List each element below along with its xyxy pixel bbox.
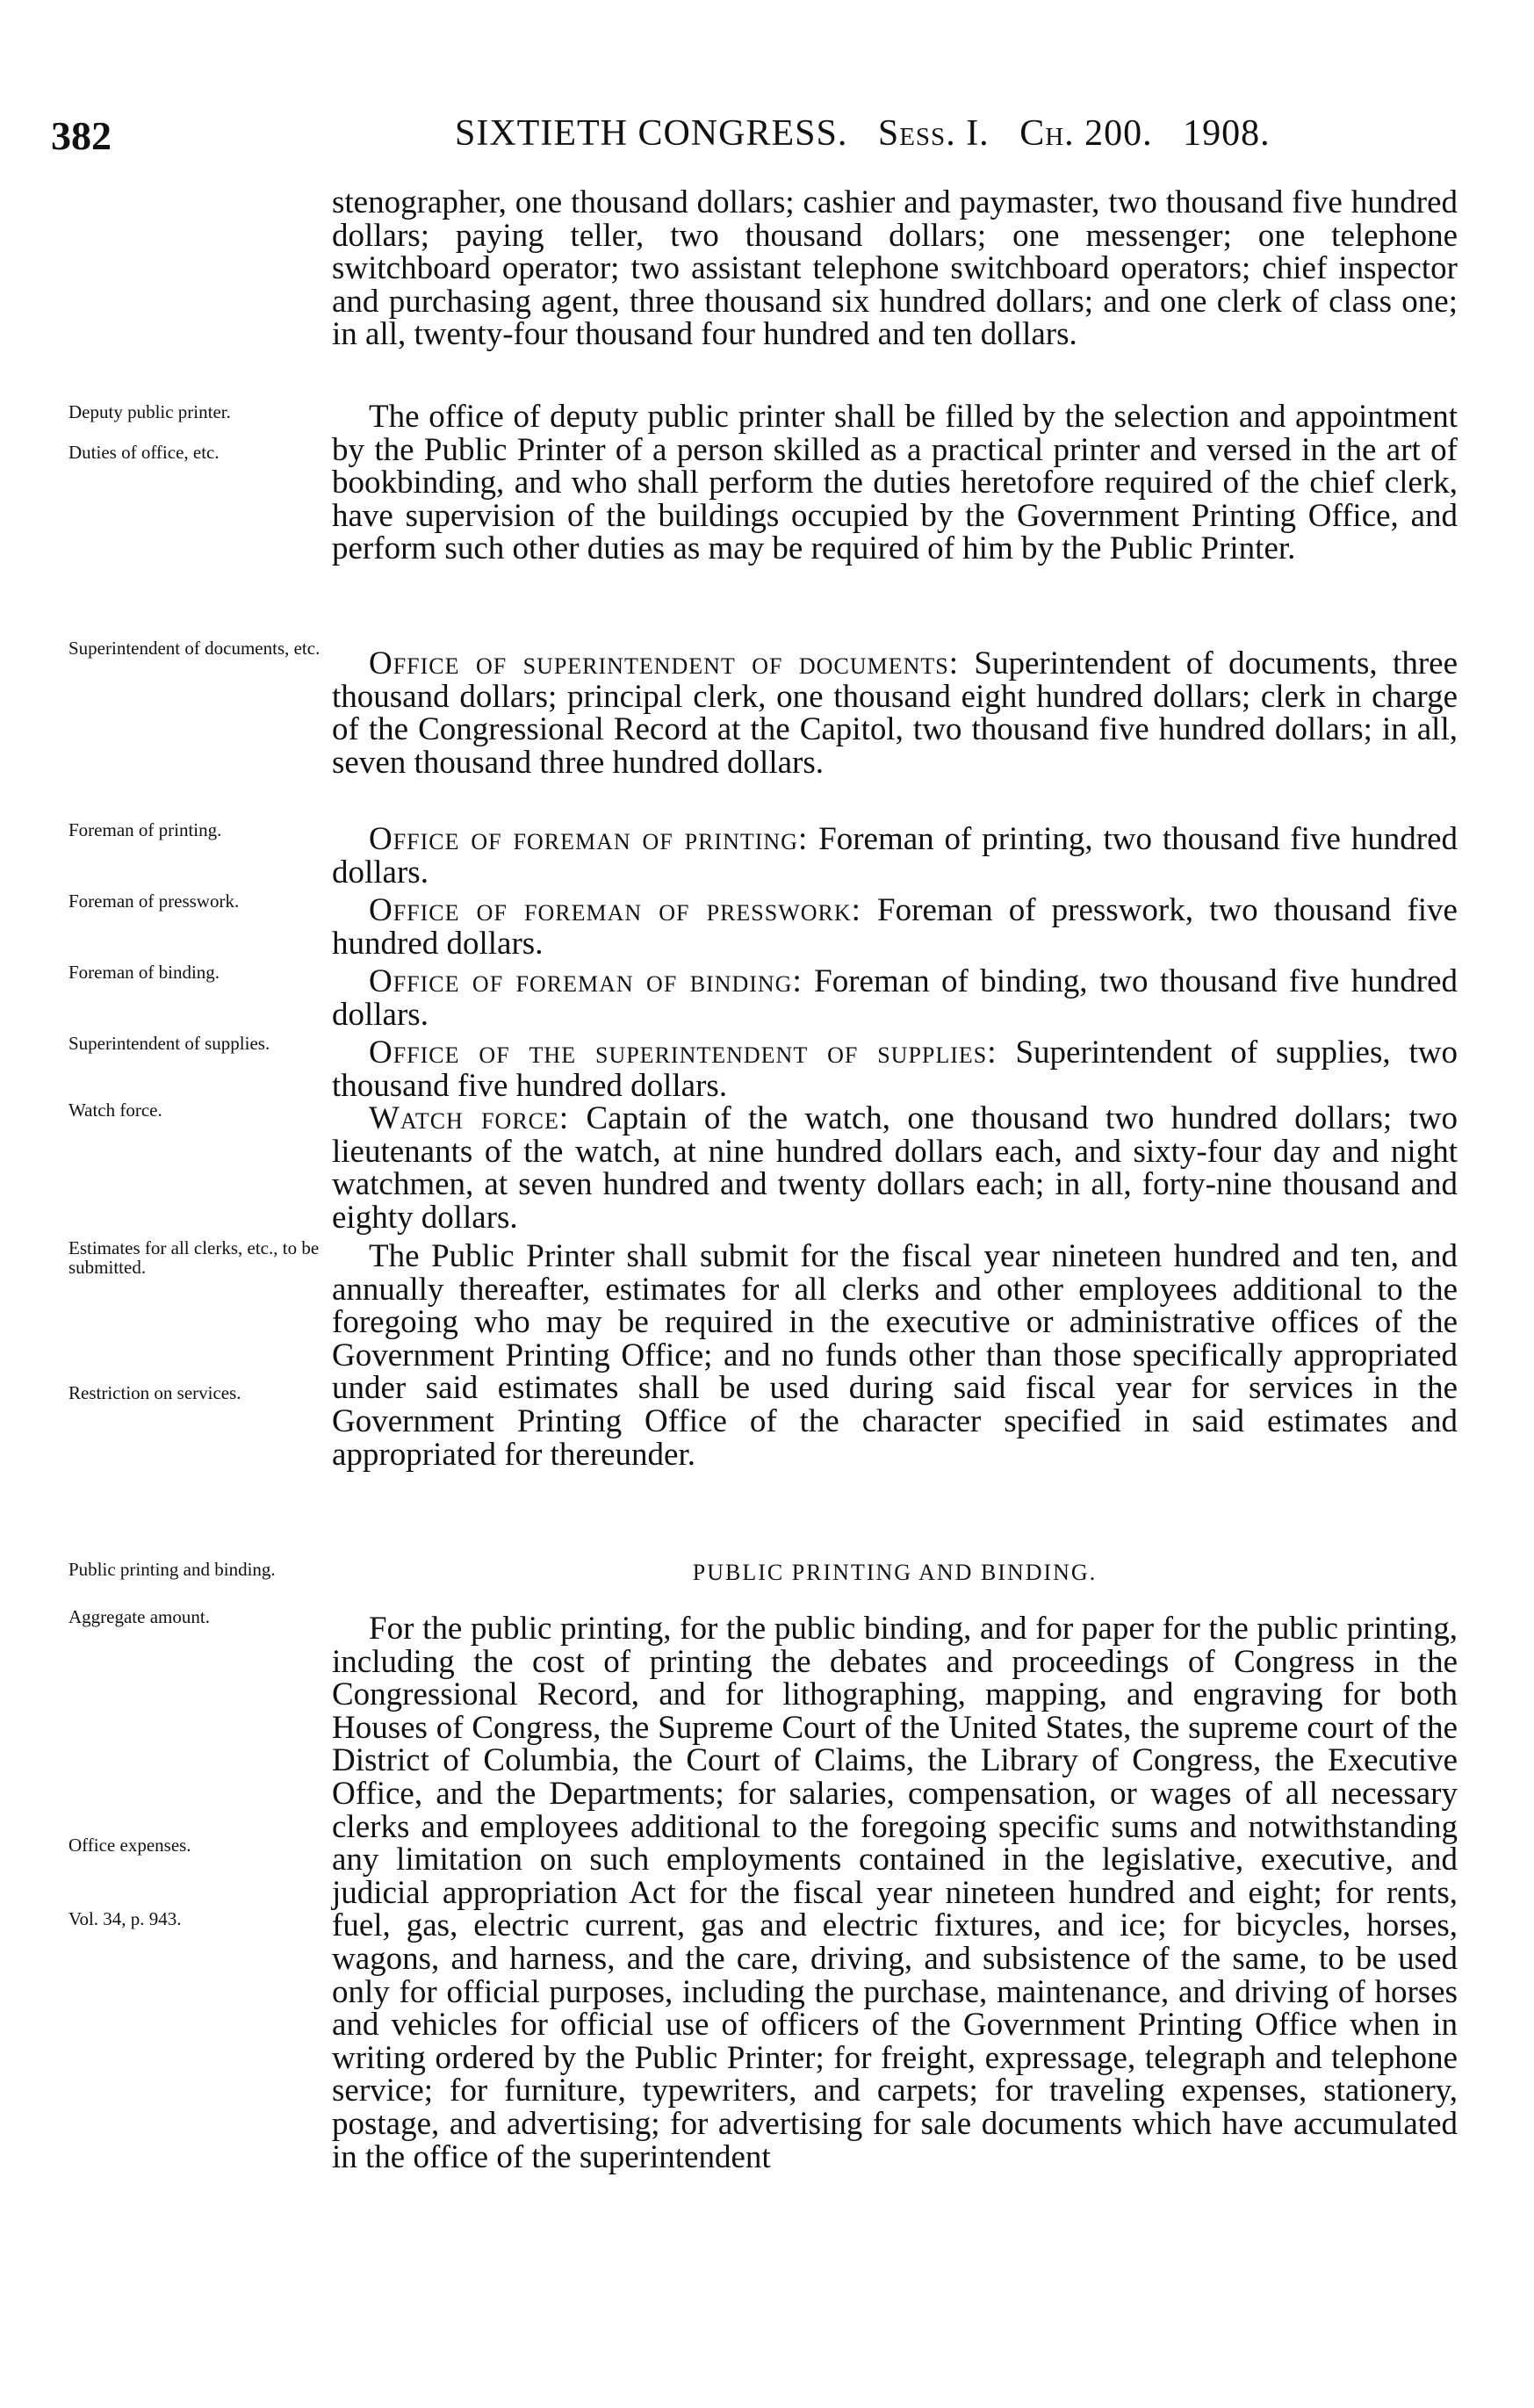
margin-note: Vol. 34, p. 943. bbox=[68, 1908, 182, 1929]
office-heading: Office of foreman of printing: bbox=[369, 821, 809, 857]
paragraph-text: Foreman of binding, two thousand five hundred dollars. bbox=[332, 963, 1458, 1033]
office-heading: Office of superintendent of documents: bbox=[369, 645, 959, 681]
paragraph-text: The Public Printer shall submit for the fiscal year nineteen hundred and ten, and annually thereafter, estimates for all clerks and other employees additional to the foregoing who may be required in the executive or administrative offices of the Government Printing Office; and no funds other than those specifically appropriated under said estimates shall be used during said fiscal year for services in the Government Printing Office of the character specified in said estimates and appropriated for thereunder. bbox=[332, 1238, 1458, 1473]
running-head-title: SIXTIETH CONGRESS. bbox=[455, 113, 848, 154]
paragraph-estimates bbox=[332, 1240, 1458, 1471]
margin-note: Estimates for all clerks, etc., to be submitted. bbox=[68, 1237, 320, 1278]
paragraph-printing bbox=[332, 823, 1458, 889]
margin-note: Office expenses. bbox=[68, 1835, 191, 1856]
margin-note: Deputy public printer. bbox=[68, 401, 231, 422]
margin-note: Duties of office, etc. bbox=[68, 442, 220, 463]
margin-note: Restriction on services. bbox=[68, 1382, 241, 1403]
paragraph-binding bbox=[332, 965, 1458, 1031]
page-header bbox=[51, 112, 1456, 165]
margin-note: Public printing and binding. bbox=[68, 1559, 276, 1580]
paragraph-text: Superintendent of documents, three thousand dollars; principal clerk, one thousand eight hundred dollars; clerk in charge of the Congressional Record at the Capitol, two thousand five hundred dollars; in all, seven thousand three hundred dollars. bbox=[332, 645, 1458, 781]
paragraph-text: Foreman of printing, two thousand five hundred dollars. bbox=[332, 821, 1458, 890]
running-head-chapter: Ch. 200. bbox=[1019, 113, 1153, 154]
paragraph-public-printing bbox=[332, 1612, 1458, 2174]
paragraph-text: Captain of the watch, one thousand two hundred dollars; two lieutenants of the watch, at nine hundred dollars each, and sixty-four day and night watchmen, at seven hundred and twenty dollars each; in all, forty-nine thousand and eighty dollars. bbox=[332, 1100, 1458, 1236]
margin-note: Watch force. bbox=[68, 1099, 162, 1121]
office-heading: Office of foreman of presswork: bbox=[369, 892, 861, 928]
margin-note: Superintendent of supplies. bbox=[68, 1033, 270, 1054]
paragraph-text: stenographer, one thousand dollars; cashier and paymaster, two thousand five hundred dollars; paying teller, two thousand dollars; one messenger; one telephone switchboard operator; two assistant telephone switchboard operators; chief inspector and purchasing agent, three thousand six hundred dollars; and one clerk of class one; in all, twenty-four thousand four hundred and ten dollars. bbox=[332, 184, 1458, 353]
margin-note: Foreman of binding. bbox=[68, 962, 220, 983]
paragraph-supplies bbox=[332, 1036, 1458, 1102]
office-heading: Office of foreman of binding: bbox=[369, 963, 803, 999]
paragraph-intro bbox=[332, 186, 1458, 351]
running-head-year: 1908. bbox=[1183, 113, 1271, 154]
paragraph-text: The office of deputy public printer shall be filled by the selection and appointment by the Public Printer of a person skilled as a practical printer and versed in the art of bookbinding, and who shall perform the duties heretofore required of the chief clerk, have supervision of the buildings occupied by the Government Printing Office, and perform such other duties as may be required of him by the Public Printer. bbox=[332, 399, 1458, 567]
paragraph-text: Foreman of presswork, two thousand five hundred dollars. bbox=[332, 892, 1458, 962]
office-heading: Watch force: bbox=[369, 1100, 570, 1136]
running-head-session: Sess. I. bbox=[877, 113, 990, 154]
paragraph-presswork bbox=[332, 894, 1458, 960]
margin-note: Foreman of printing. bbox=[68, 819, 222, 840]
margin-note: Foreman of presswork. bbox=[68, 890, 240, 912]
margin-note: Aggregate amount. bbox=[68, 1606, 210, 1627]
paragraph-watch-force bbox=[332, 1102, 1458, 1234]
paragraph-deputy bbox=[332, 400, 1458, 566]
margin-note: Superintendent of documents, etc. bbox=[68, 638, 320, 659]
paragraph-documents bbox=[332, 647, 1458, 779]
paragraph-text: For the public printing, for the public binding, and for paper for the public printing, including the cost of printing the debates and proceedings of Congress in the Congressional Record, and for lithographing, mapping, and engraving for both Houses of Congress, the Supreme Court of the United States, the supreme court of the District of Columbia, the Court of Claims, the Library of Congress, the Executive Office, and the Departments; for salaries, compensation, or wages of all necessary clerks and employees additional to the foregoing specific sums and notwithstanding any limitation on such employments contained in the legislative, executive, and judicial appropriation Act for the fiscal year nineteen hundred and eight; for rents, fuel, gas, electric current, gas and electric fixtures, and ice; for bicycles, horses, wagons, and harness, and the care, driving, and subsistence of the same, to be used only for official purposes, including the purchase, maintenance, and driving of horses and vehicles for official use of officers of the Government Printing Office when in writing ordered by the Public Printer; for freight, expressage, telegraph and telephone service; for furniture, typewriters, and carpets; for traveling expenses, stationery, postage, and advertising; for advertising for sale documents which have accumulated in the office of the superintendent bbox=[332, 1611, 1458, 2175]
running-head bbox=[455, 112, 1271, 155]
page-number: 382 bbox=[51, 113, 112, 158]
office-heading: Office of the superintendent of supplies: bbox=[369, 1035, 997, 1071]
section-heading: PUBLIC PRINTING AND BINDING. bbox=[692, 1560, 1098, 1585]
paragraph-text: Superintendent of supplies, two thousand five hundred dollars. bbox=[332, 1035, 1458, 1104]
